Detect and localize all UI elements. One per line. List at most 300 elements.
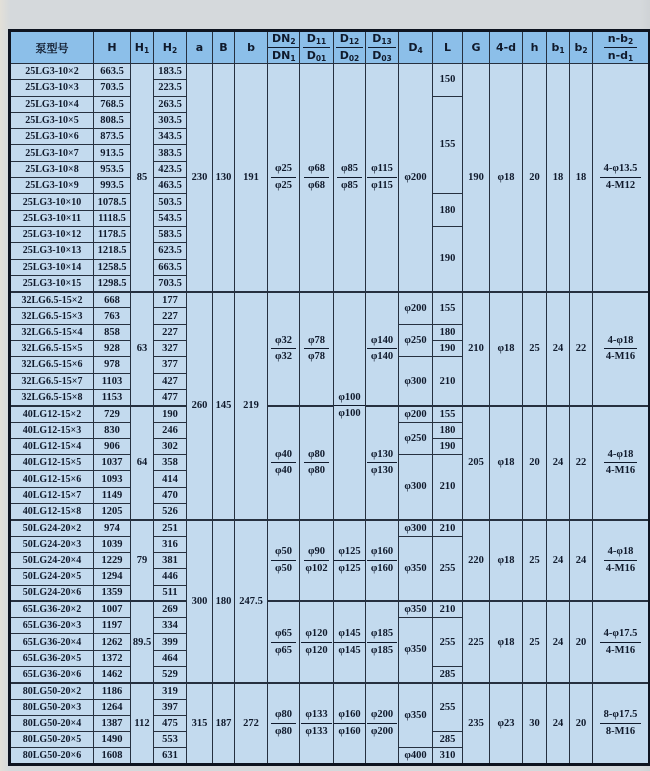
fraction-value: $\frac{\varphi 145}{\varphi 145}$ [334,627,364,657]
cell-h: 30 [523,683,547,764]
cell-DN [268,406,300,520]
cell-D11 [300,520,334,601]
cell-D12 [334,292,366,520]
cell-model: 40LG12-15×6 [10,471,94,487]
cell-H2: 446 [154,569,187,585]
cell-h: 25 [523,292,547,406]
header-row [10,31,650,64]
cell-H: 858 [94,324,131,340]
cell-model: 32LG6.5-15×4 [10,324,94,340]
cell-a: 300 [187,520,213,683]
cell-H1: 85 [131,64,154,292]
fraction-value: $\frac{\varphi 40}{\varphi 40}$ [271,448,296,478]
cell-H2: 269 [154,601,187,617]
cell-model: 25LG3-10×15 [10,275,94,291]
cell-H2: 553 [154,732,187,748]
cell-model: 25LG3-10×13 [10,243,94,259]
cell-H2: 475 [154,715,187,731]
cell-H: 906 [94,438,131,454]
cell-h: 25 [523,520,547,601]
col-header-D4: $D_4$ [399,31,433,64]
cell-model: 65LG36-20×2 [10,601,94,617]
cell-model: 25LG3-10×6 [10,129,94,145]
cell-H: 1186 [94,683,131,699]
cell-H2: 190 [154,406,187,422]
cell-model: 40LG12-15×3 [10,422,94,438]
cell-n [593,520,650,601]
table-row [10,601,650,617]
cell-DN [268,520,300,601]
fraction-value: $\frac{DN_2}{DN_1}$ [268,32,300,63]
cell-model: 32LG6.5-15×6 [10,357,94,373]
cell-H2: 358 [154,455,187,471]
cell-H2: 397 [154,699,187,715]
fraction-value: $\frac{\varphi 130}{\varphi 130}$ [367,448,397,478]
cell-G: 205 [463,406,490,520]
cell-model: 80LG50-20×2 [10,683,94,699]
cell-DN [268,683,300,764]
cell-H1: 64 [131,406,154,520]
cell-model: 40LG12-15×5 [10,455,94,471]
cell-model: 50LG24-20×6 [10,585,94,601]
fraction-value: $\frac{\varphi 78}{\varphi 78}$ [304,334,329,364]
cell-model: 25LG3-10×14 [10,259,94,275]
cell-h: 20 [523,406,547,520]
cell-L: 285 [433,732,463,748]
cell-L: 155 [433,96,463,194]
fraction-value: $\frac{\varphi 65}{\varphi 65}$ [271,627,296,657]
col-header-DN [268,31,300,64]
col-header-model: 泵型号 [10,31,94,64]
cell-B: 145 [213,292,235,520]
cell-D4: φ400 [399,748,433,764]
cell-H2: 334 [154,618,187,634]
cell-b2: 22 [570,406,593,520]
cell-D4: φ300 [399,357,433,406]
cell-model: 80LG50-20×6 [10,748,94,764]
cell-model: 50LG24-20×4 [10,552,94,568]
cell-model: 65LG36-20×4 [10,634,94,650]
cell-model: 80LG50-20×3 [10,699,94,715]
cell-H: 1262 [94,634,131,650]
cell-H: 1118.5 [94,210,131,226]
cell-n [593,601,650,682]
cell-H2: 663.5 [154,259,187,275]
fraction-value: $\frac{\varphi 133}{\varphi 133}$ [301,708,331,738]
cell-H: 1153 [94,389,131,405]
cell-H: 978 [94,357,131,373]
cell-n [593,406,650,520]
cell-H: 1039 [94,536,131,552]
cell-D4: φ350 [399,601,433,617]
cell-4d: φ18 [490,520,523,601]
fraction-value: $\frac{\varphi 68}{\varphi 68}$ [304,162,329,192]
cell-H1: 89.5 [131,601,154,682]
cell-D4: φ200 [399,406,433,422]
cell-b1: 24 [547,683,570,764]
col-header-a: a [187,31,213,64]
cell-model: 40LG12-15×2 [10,406,94,422]
cell-L: 255 [433,683,463,732]
cell-B: 130 [213,64,235,292]
fraction-value: $\frac{\varphi 90}{\varphi 102}$ [305,546,328,575]
cell-model: 32LG6.5-15×5 [10,341,94,357]
cell-D11 [300,64,334,292]
cell-H: 1218.5 [94,243,131,259]
cell-a: 230 [187,64,213,292]
cell-model: 25LG3-10×2 [10,64,94,80]
cell-H1: 63 [131,292,154,406]
cell-H: 928 [94,341,131,357]
cell-L: 180 [433,422,463,438]
cell-model: 80LG50-20×5 [10,732,94,748]
fraction-value: $\frac{D_{13}}{D_{03}}$ [368,32,396,63]
cell-L: 180 [433,194,463,227]
cell-H2: 464 [154,650,187,666]
cell-model: 32LG6.5-15×8 [10,389,94,405]
col-header-H2: $H_2$ [154,31,187,64]
col-header-n [593,31,650,64]
cell-model: 40LG12-15×8 [10,504,94,520]
col-header-b1: $b_1$ [547,31,570,64]
fraction-value: $\frac{4-\varphi 18}{4-M16}$ [604,545,638,575]
cell-b1: 24 [547,406,570,520]
cell-L: 190 [433,226,463,291]
cell-H: 1298.5 [94,275,131,291]
cell-b2: 24 [570,520,593,601]
cell-D11 [300,406,334,520]
cell-D13 [366,292,399,406]
cell-D4: φ300 [399,520,433,536]
col-header-H: H [94,31,131,64]
cell-H2: 511 [154,585,187,601]
cell-b2: 18 [570,64,593,292]
cell-H: 913.5 [94,145,131,161]
fraction-value: $\frac{4-\varphi 17.5}{4-M16}$ [600,627,642,657]
cell-H2: 470 [154,487,187,503]
cell-H2: 623.5 [154,243,187,259]
table-row [10,406,650,422]
cell-G: 210 [463,292,490,406]
cell-D11 [300,601,334,682]
cell-L: 255 [433,536,463,601]
cell-L: 210 [433,455,463,520]
cell-H2: 223.5 [154,80,187,96]
cell-b: 247.5 [235,520,268,683]
cell-b2: 20 [570,683,593,764]
cell-model: 32LG6.5-15×3 [10,308,94,324]
cell-H: 1178.5 [94,226,131,242]
col-header-D12 [334,31,366,64]
fraction-value: $\frac{n-b_2}{n-d_1}$ [604,32,638,63]
cell-L: 155 [433,406,463,422]
cell-H2: 177 [154,292,187,308]
cell-H2: 251 [154,520,187,536]
cell-model: 25LG3-10×9 [10,178,94,194]
fraction-value: $\frac{D_{11}}{D_{01}}$ [303,32,331,63]
col-header-h: h [523,31,547,64]
cell-H2: 463.5 [154,178,187,194]
cell-H2: 583.5 [154,226,187,242]
cell-L: 210 [433,357,463,406]
fraction-value: $\frac{\varphi 200}{\varphi 200}$ [367,708,397,738]
fraction-value: $\frac{4-\varphi 18}{4-M16}$ [604,334,638,364]
cell-H2: 246 [154,422,187,438]
cell-H: 663.5 [94,64,131,80]
cell-model: 25LG3-10×7 [10,145,94,161]
cell-model: 25LG3-10×11 [10,210,94,226]
cell-D13 [366,406,399,520]
cell-4d: φ18 [490,406,523,520]
cell-H: 1462 [94,666,131,682]
cell-b1: 24 [547,292,570,406]
cell-H: 763 [94,308,131,324]
cell-H2: 423.5 [154,161,187,177]
cell-L: 285 [433,666,463,682]
cell-L: 190 [433,438,463,454]
cell-H: 1197 [94,618,131,634]
fraction-value: $\frac{\varphi 50}{\varphi 50}$ [271,545,296,575]
cell-H2: 399 [154,634,187,650]
cell-model: 50LG24-20×2 [10,520,94,536]
cell-D12 [334,683,366,764]
cell-H: 1205 [94,504,131,520]
cell-4d: φ18 [490,64,523,292]
cell-H: 1490 [94,732,131,748]
fraction-value: $\frac{4-\varphi 13.5}{4-M12}$ [600,162,642,192]
cell-G: 190 [463,64,490,292]
cell-H2: 543.5 [154,210,187,226]
cell-D4: φ350 [399,683,433,748]
cell-4d: φ18 [490,292,523,406]
col-header-H1: $H_1$ [131,31,154,64]
fraction-value: $\frac{\varphi 100}{\varphi 100}$ [334,391,364,421]
cell-L: 150 [433,64,463,97]
cell-D11 [300,292,334,406]
cell-D4: φ250 [399,422,433,455]
fraction-value: $\frac{4-\varphi 18}{4-M16}$ [604,448,638,478]
col-header-D11 [300,31,334,64]
cell-B: 180 [213,520,235,683]
cell-D13 [366,601,399,682]
cell-b1: 18 [547,64,570,292]
cell-4d: φ23 [490,683,523,764]
cell-L: 190 [433,341,463,357]
cell-B: 187 [213,683,235,764]
cell-H: 1387 [94,715,131,731]
cell-H2: 303.5 [154,112,187,128]
cell-H: 1294 [94,569,131,585]
cell-L: 155 [433,292,463,325]
cell-b1: 24 [547,601,570,682]
cell-model: 65LG36-20×3 [10,618,94,634]
cell-a: 260 [187,292,213,520]
cell-model: 25LG3-10×8 [10,161,94,177]
cell-model: 32LG6.5-15×2 [10,292,94,308]
cell-L: 210 [433,520,463,536]
table-header [10,31,650,64]
col-header-L: L [433,31,463,64]
cell-D12 [334,601,366,682]
cell-H1: 79 [131,520,154,601]
cell-L: 255 [433,618,463,667]
cell-H: 1078.5 [94,194,131,210]
cell-n [593,64,650,292]
cell-H2: 529 [154,666,187,682]
fraction-value: $\frac{\varphi 85}{\varphi 85}$ [337,162,362,192]
cell-model: 80LG50-20×4 [10,715,94,731]
table-row [10,292,650,308]
cell-DN [268,601,300,682]
pump-spec-table-container [8,29,642,763]
cell-D12 [334,64,366,292]
cell-D11 [300,683,334,764]
fraction-value: $\frac{\varphi 125}{\varphi 125}$ [334,545,364,575]
cell-G: 220 [463,520,490,601]
cell-b2: 20 [570,601,593,682]
cell-model: 25LG3-10×5 [10,112,94,128]
pump-specification-table [8,29,650,766]
fraction-value: $\frac{\varphi 80}{\varphi 80}$ [271,708,296,738]
cell-H2: 377 [154,357,187,373]
cell-H: 1258.5 [94,259,131,275]
cell-D4: φ350 [399,618,433,683]
cell-b: 219 [235,292,268,520]
cell-H: 1359 [94,585,131,601]
cell-model: 25LG3-10×3 [10,80,94,96]
cell-model: 25LG3-10×4 [10,96,94,112]
cell-n [593,683,650,764]
cell-b2: 22 [570,292,593,406]
cell-D13 [366,683,399,764]
cell-H: 1037 [94,455,131,471]
cell-b1: 24 [547,520,570,601]
fraction-value: $\frac{\varphi 140}{\varphi 140}$ [367,334,397,364]
cell-H: 1372 [94,650,131,666]
fraction-value: $\frac{\varphi 80}{\varphi 80}$ [304,448,329,478]
cell-H: 993.5 [94,178,131,194]
col-header-G: G [463,31,490,64]
cell-model: 25LG3-10×12 [10,226,94,242]
cell-H2: 414 [154,471,187,487]
cell-H2: 327 [154,341,187,357]
cell-G: 235 [463,683,490,764]
col-header-D13 [366,31,399,64]
cell-D4: φ350 [399,536,433,601]
cell-H2: 703.5 [154,275,187,291]
cell-G: 225 [463,601,490,682]
cell-H: 808.5 [94,112,131,128]
cell-L: 310 [433,748,463,764]
cell-H1: 112 [131,683,154,764]
cell-D12 [334,520,366,601]
cell-b: 191 [235,64,268,292]
cell-H: 1229 [94,552,131,568]
cell-n [593,292,650,406]
cell-H: 974 [94,520,131,536]
cell-H: 873.5 [94,129,131,145]
cell-DN [268,292,300,406]
cell-L: 210 [433,601,463,617]
cell-H2: 503.5 [154,194,187,210]
cell-model: 32LG6.5-15×7 [10,373,94,389]
fraction-value: $\frac{\varphi 32}{\varphi 32}$ [271,334,296,364]
cell-H2: 631 [154,748,187,764]
col-header-d: 4-d [490,31,523,64]
cell-H2: 227 [154,324,187,340]
cell-H2: 381 [154,552,187,568]
cell-b: 272 [235,683,268,764]
cell-4d: φ18 [490,601,523,682]
cell-L: 180 [433,324,463,340]
cell-model: 65LG36-20×5 [10,650,94,666]
fraction-value: $\frac{\varphi 120}{\varphi 120}$ [301,627,331,657]
cell-H: 729 [94,406,131,422]
cell-H2: 227 [154,308,187,324]
cell-H2: 316 [154,536,187,552]
cell-H2: 427 [154,373,187,389]
cell-H: 1007 [94,601,131,617]
cell-H2: 319 [154,683,187,699]
cell-H2: 302 [154,438,187,454]
cell-D4: φ250 [399,324,433,357]
cell-H2: 343.5 [154,129,187,145]
cell-H2: 383.5 [154,145,187,161]
cell-D13 [366,64,399,292]
col-header-b2: $b_2$ [570,31,593,64]
cell-H: 1103 [94,373,131,389]
cell-H: 768.5 [94,96,131,112]
table-row [10,64,650,80]
cell-H: 1093 [94,471,131,487]
fraction-value: $\frac{\varphi 115}{\varphi 115}$ [367,162,397,192]
cell-H: 1608 [94,748,131,764]
cell-model: 50LG24-20×3 [10,536,94,552]
col-header-B: B [213,31,235,64]
fraction-value: $\frac{\varphi 160}{\varphi 160}$ [334,708,364,738]
fraction-value: $\frac{\varphi 185}{\varphi 185}$ [367,627,397,657]
col-header-b: b [235,31,268,64]
cell-H: 1149 [94,487,131,503]
cell-H: 830 [94,422,131,438]
fraction-value: $\frac{D_{12}}{D_{02}}$ [336,32,364,63]
cell-DN [268,64,300,292]
cell-H2: 477 [154,389,187,405]
cell-model: 40LG12-15×4 [10,438,94,454]
cell-H2: 183.5 [154,64,187,80]
cell-H: 703.5 [94,80,131,96]
cell-D4: φ200 [399,292,433,325]
table-row [10,683,650,699]
cell-h: 20 [523,64,547,292]
cell-H: 668 [94,292,131,308]
fraction-value: $\frac{8-\varphi 17.5}{8-M16}$ [600,708,642,738]
cell-h: 25 [523,601,547,682]
fraction-value: $\frac{\varphi 25}{\varphi 25}$ [271,162,296,192]
cell-model: 40LG12-15×7 [10,487,94,503]
cell-H: 953.5 [94,161,131,177]
cell-model: 25LG3-10×10 [10,194,94,210]
cell-D4: φ300 [399,455,433,520]
fraction-value: $\frac{\varphi 160}{\varphi 160}$ [367,545,397,575]
table-body [10,64,650,765]
cell-H2: 263.5 [154,96,187,112]
table-row [10,520,650,536]
cell-D13 [366,520,399,601]
cell-model: 50LG24-20×5 [10,569,94,585]
cell-D4: φ200 [399,64,433,292]
cell-a: 315 [187,683,213,764]
